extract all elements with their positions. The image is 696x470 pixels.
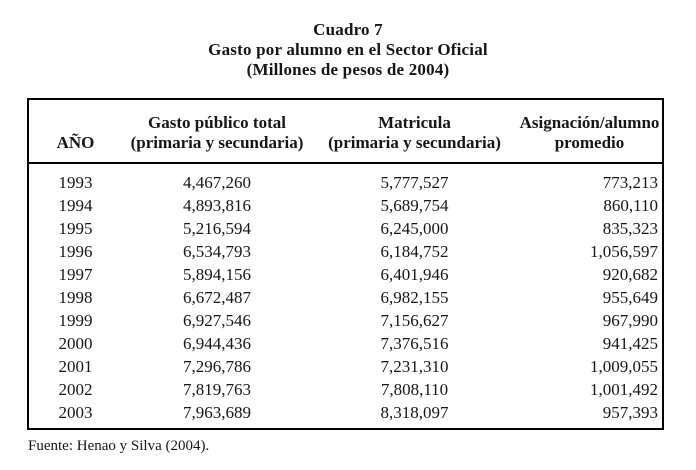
cell-matricula: 6,982,155 <box>380 288 449 307</box>
cell-gasto: 7,296,786 <box>183 357 251 376</box>
header-row <box>28 99 663 163</box>
cell-asignacion: 860,110 <box>603 196 658 215</box>
cell-gasto: 7,963,689 <box>183 403 251 422</box>
cell-asignacion: 1,001,492 <box>590 380 658 399</box>
cell-year: 1998 <box>58 288 93 307</box>
header-gasto-line1: Gasto público total <box>148 113 286 132</box>
cell-gasto: 6,927,546 <box>183 311 251 330</box>
cell-year: 1994 <box>58 196 93 215</box>
cell-asignacion: 1,056,597 <box>590 242 658 261</box>
cell-year: 2002 <box>58 380 93 399</box>
table-title-block <box>0 0 696 80</box>
cell-asignacion: 773,213 <box>602 173 658 192</box>
table-row <box>28 163 663 194</box>
header-matricula-line1: Matricula <box>378 113 451 132</box>
table-caption-number: Cuadro 7 <box>313 20 383 39</box>
table-row <box>28 217 663 240</box>
cell-year: 1996 <box>58 242 93 261</box>
table-row <box>28 194 663 217</box>
table-row <box>28 263 663 286</box>
cell-gasto: 6,534,793 <box>183 242 251 261</box>
cell-gasto: 4,893,816 <box>183 196 251 215</box>
cell-gasto: 5,894,156 <box>183 265 251 284</box>
cell-asignacion: 835,323 <box>602 219 658 238</box>
cell-asignacion: 1,009,055 <box>590 357 658 376</box>
cell-matricula: 5,777,527 <box>380 173 449 192</box>
cell-asignacion: 920,682 <box>602 265 658 284</box>
cell-matricula: 7,808,110 <box>380 380 449 399</box>
header-asignacion-line1: Asignación/alumno <box>519 113 660 132</box>
source-note: Fuente: Henao y Silva (2004). <box>28 438 210 454</box>
table-row <box>28 240 663 263</box>
cell-year: 2001 <box>58 357 93 376</box>
cell-asignacion: 957,393 <box>602 403 658 422</box>
cell-gasto: 4,467,260 <box>183 173 251 192</box>
table-row <box>28 286 663 309</box>
cell-matricula: 8,318,097 <box>380 403 449 422</box>
header-gasto-line2: (primaria y secundaria) <box>130 133 304 152</box>
cell-matricula: 6,184,752 <box>380 242 449 261</box>
data-table <box>27 98 664 430</box>
cell-matricula: 6,401,946 <box>380 265 449 284</box>
header-ano-label: AÑO <box>56 133 95 152</box>
cell-matricula: 7,156,627 <box>380 311 449 330</box>
header-gasto <box>122 99 312 163</box>
cell-year: 1995 <box>58 219 93 238</box>
cell-matricula: 7,376,516 <box>380 334 449 353</box>
cell-gasto: 6,944,436 <box>183 334 251 353</box>
table-row <box>28 309 663 332</box>
header-matricula <box>312 99 517 163</box>
cell-gasto: 6,672,487 <box>183 288 251 307</box>
cell-gasto: 7,819,763 <box>183 380 251 399</box>
cell-year: 1993 <box>58 173 93 192</box>
cell-asignacion: 967,990 <box>602 311 658 330</box>
header-ano <box>28 99 122 163</box>
cell-gasto: 5,216,594 <box>183 219 251 238</box>
table-caption-title: Gasto por alumno en el Sector Oficial <box>208 40 488 59</box>
cell-matricula: 7,231,310 <box>380 357 449 376</box>
table-body <box>28 163 663 429</box>
table-row <box>28 355 663 378</box>
header-matricula-line2: (primaria y secundaria) <box>328 133 501 152</box>
header-asignacion <box>517 99 663 163</box>
table-row <box>28 401 663 429</box>
cell-year: 2000 <box>58 334 93 353</box>
cell-year: 1999 <box>58 311 93 330</box>
cell-year: 2003 <box>58 403 93 422</box>
cell-matricula: 6,245,000 <box>380 219 449 238</box>
cell-asignacion: 941,425 <box>602 334 658 353</box>
table-row <box>28 378 663 401</box>
table-caption-units: (Millones de pesos de 2004) <box>246 60 450 79</box>
cell-year: 1997 <box>58 265 93 284</box>
header-asignacion-line2: promedio <box>554 133 625 152</box>
cell-matricula: 5,689,754 <box>380 196 449 215</box>
table-header <box>28 99 663 163</box>
table-row <box>28 332 663 355</box>
cell-asignacion: 955,649 <box>602 288 658 307</box>
